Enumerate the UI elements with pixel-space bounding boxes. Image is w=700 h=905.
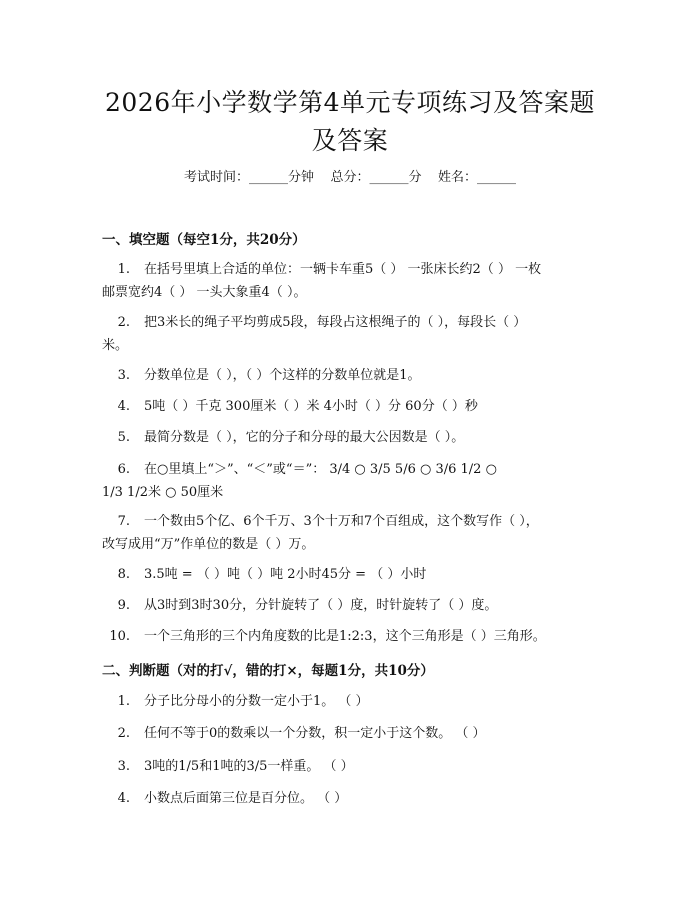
question-item bbox=[102, 722, 600, 745]
section-heading-true-false: 二、判断题（对的打√，错的打×，每题1分，共10分） bbox=[102, 663, 434, 679]
question-text: 在括号里填上合适的单位：一辆卡车重5（ ） 一张床长约2（ ） 一枚 bbox=[144, 262, 542, 277]
question-text-continued: 米。 bbox=[102, 338, 129, 353]
question-text: 最简分数是（ ），它的分子和分母的最大公因数是（ ）。 bbox=[144, 430, 465, 445]
question-item bbox=[102, 426, 600, 449]
question-text-continued: 1/3 1/2米 ○ 50厘米 bbox=[102, 485, 224, 500]
question-item bbox=[102, 364, 600, 387]
question-text: 3.5吨 = （ ）吨（ ）吨 2小时45分 = （ ）小时 bbox=[144, 567, 427, 582]
question-item bbox=[102, 690, 600, 713]
question-number: 4. bbox=[117, 399, 130, 414]
question-item bbox=[102, 625, 600, 648]
question-number: 10. bbox=[109, 629, 130, 644]
question-item bbox=[102, 395, 600, 418]
question-number: 7. bbox=[117, 514, 130, 529]
question-text: 3吨的1/5和1吨的3/5一样重。 （ ） bbox=[144, 759, 354, 774]
question-text: 从3时到3时30分，分针旋转了（ ）度，时针旋转了（ ）度。 bbox=[144, 598, 498, 613]
question-number: 3. bbox=[117, 368, 130, 383]
question-item bbox=[102, 594, 600, 617]
question-item bbox=[102, 755, 600, 778]
question-text: 任何不等于0的数乘以一个分数，积一定小于这个数。 （ ） bbox=[144, 726, 486, 741]
question-text-continued: 改写成用“万”作单位的数是（ ）万。 bbox=[102, 537, 315, 552]
question-text-continued: 邮票宽约4（ ） 一头大象重4（ ）。 bbox=[102, 285, 307, 300]
question-item bbox=[102, 510, 600, 556]
question-text: 分子比分母小的分数一定小于1。 （ ） bbox=[144, 694, 369, 709]
question-item bbox=[102, 311, 600, 357]
question-text: 一个数由5个亿、6个千万、3个十万和7个百组成，这个数写作（ ）， bbox=[144, 514, 539, 529]
question-text: 小数点后面第三位是百分位。 （ ） bbox=[144, 791, 348, 806]
question-item bbox=[102, 787, 600, 810]
document-title bbox=[90, 84, 610, 160]
question-number: 8. bbox=[117, 567, 130, 582]
question-number: 1. bbox=[117, 262, 130, 277]
question-number: 6. bbox=[117, 462, 130, 477]
question-number: 5. bbox=[117, 430, 130, 445]
question-number: 1. bbox=[117, 694, 130, 709]
question-item bbox=[102, 258, 600, 304]
question-text: 把3米长的绳子平均剪成5段，每段占这根绳子的（ ），每段长（ ） bbox=[144, 315, 527, 330]
title-line-2: 及答案 bbox=[311, 126, 389, 155]
title-line-1: 2026年小学数学第4单元专项练习及答案题 bbox=[104, 88, 596, 117]
question-item bbox=[102, 563, 600, 586]
question-number: 9. bbox=[117, 598, 130, 613]
question-item bbox=[102, 458, 600, 504]
question-number: 3. bbox=[117, 759, 130, 774]
exam-info-line: 考试时间：______分钟 总分：______分 姓名：______ bbox=[183, 170, 517, 185]
question-number: 2. bbox=[117, 315, 130, 330]
question-text: 5吨（ ）千克 300厘米（ ）米 4小时（ ）分 60分（ ）秒 bbox=[144, 399, 478, 414]
question-number: 4. bbox=[117, 791, 130, 806]
section-heading-fill-in: 一、填空题（每空1分，共20分） bbox=[102, 232, 306, 248]
question-number: 2. bbox=[117, 726, 130, 741]
question-text: 在○里填上“＞”、“＜”或“＝”： 3/4 ○ 3/5 5/6 ○ 3/6 1/2 ○ bbox=[144, 462, 497, 477]
question-text: 一个三角形的三个内角度数的比是1:2:3，这个三角形是（ ）三角形。 bbox=[144, 629, 546, 644]
question-text: 分数单位是（ ），（ ）个这样的分数单位就是1。 bbox=[144, 368, 421, 383]
